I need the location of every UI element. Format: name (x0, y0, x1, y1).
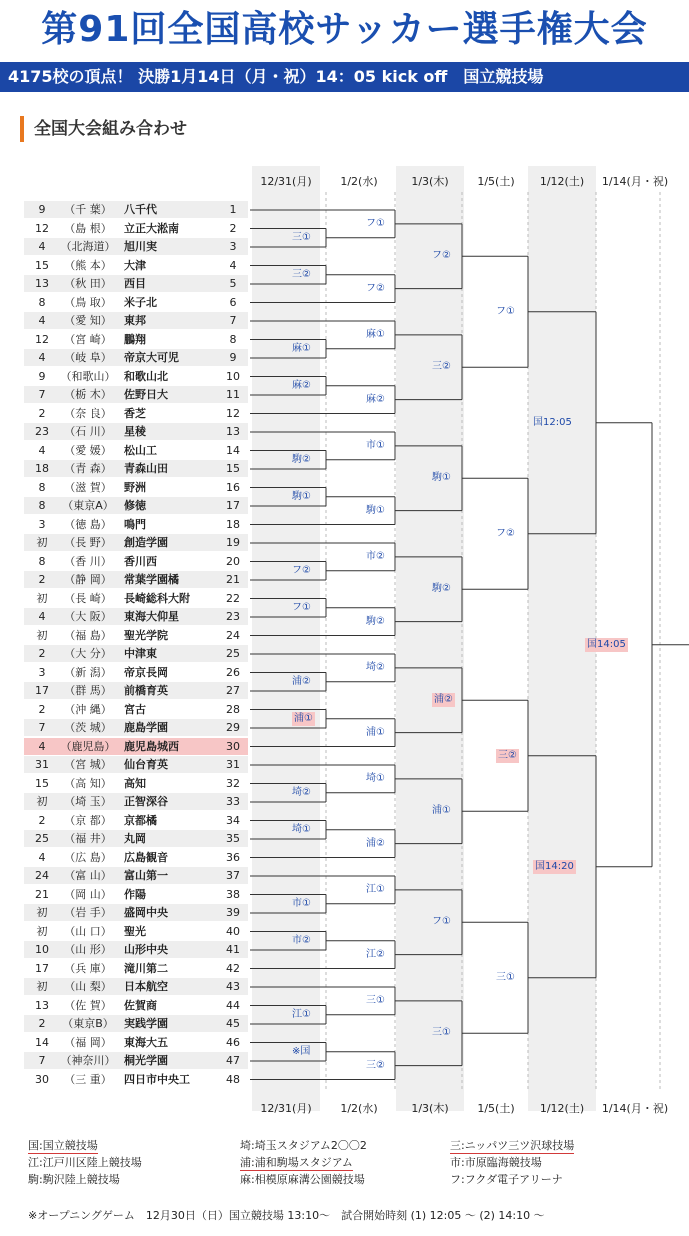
team-appearances: 4 (38, 850, 46, 864)
r2-match-label: 三② (366, 1059, 385, 1071)
team-number: 5 (229, 277, 237, 290)
team-appearances: 31 (35, 758, 49, 771)
team-prefecture: （埼 玉） (64, 795, 112, 808)
r1-match-label: 浦① (294, 712, 313, 724)
r1-match-label: 浦② (292, 675, 311, 687)
team-appearances: 12 (35, 221, 49, 235)
team-school: 青森山田 (124, 462, 168, 475)
team-number: 38 (226, 887, 240, 901)
r2-match-label: 浦② (366, 837, 385, 849)
r3-match-label: フ② (432, 250, 451, 262)
team-school: 東海大仰星 (124, 610, 179, 623)
legend-kokuritsu: 国:国立競技場 (28, 1139, 98, 1152)
team-prefecture: （岩 手） (64, 906, 112, 919)
team-appearances: 4 (38, 314, 46, 327)
team-school: 香川西 (124, 554, 157, 568)
legend-edogawa: 江:江戸川区陸上競技場 (28, 1156, 142, 1169)
team-school: 松山工 (124, 443, 157, 457)
team-school: 盛岡中央 (124, 906, 168, 919)
team-number: 37 (226, 869, 240, 882)
team-school: 佐野日大 (124, 388, 168, 401)
team-prefecture: （静 岡） (64, 573, 112, 586)
team-appearances: 13 (35, 998, 49, 1012)
footnote: ※オープニングゲーム 12月30日（日）国立競技場 13:10～ 試合開始時刻 (1) 12:05 ～ (2) 14:10 ～ (28, 1209, 545, 1222)
team-number: 28 (226, 702, 240, 716)
team-prefecture: （石 川） (64, 425, 112, 438)
team-number: 24 (226, 628, 240, 642)
r1-match-label: フ② (292, 564, 311, 576)
team-number: 11 (226, 388, 240, 401)
team-school: 聖光 (124, 924, 146, 938)
team-prefecture: （三 重） (64, 1072, 112, 1086)
r1-match-label: ※国 (292, 1045, 311, 1057)
team-appearances: 4 (38, 610, 46, 623)
team-number: 42 (226, 961, 240, 975)
team-prefecture: （岐 阜） (64, 351, 112, 364)
team-appearances: 8 (38, 295, 46, 309)
team-school: 丸岡 (124, 832, 146, 845)
team-prefecture: （栃 木） (64, 388, 112, 401)
r2-match-label: 駒② (366, 615, 385, 627)
team-prefecture: （沖 縄） (64, 702, 112, 716)
team-school: 前橋育英 (124, 684, 168, 697)
team-prefecture: （鳥 取） (64, 295, 112, 309)
legend-urawa: 浦:浦和駒場スタジアム (240, 1156, 353, 1169)
r3-match-label: フ① (432, 916, 451, 928)
team-appearances: 8 (38, 499, 46, 512)
r1-match-label: 江① (292, 1008, 311, 1020)
team-appearances: 15 (35, 258, 49, 272)
team-number: 2 (229, 221, 237, 235)
team-school: 立正大淞南 (124, 221, 179, 235)
r3-match-label: 駒② (432, 583, 451, 595)
r1-match-label: 埼② (292, 786, 311, 798)
team-appearances: 3 (38, 665, 46, 679)
r1-match-label: 市② (292, 934, 311, 946)
team-prefecture: （東京B） (62, 1017, 114, 1030)
team-number: 23 (226, 610, 240, 623)
team-appearances: 9 (38, 369, 46, 383)
team-appearances: 9 (38, 203, 46, 216)
team-prefecture: （高 知） (64, 776, 112, 790)
team-appearances: 4 (38, 739, 46, 753)
team-appearances: 4 (38, 240, 46, 253)
team-number: 8 (229, 332, 237, 346)
team-school: 作陽 (124, 887, 146, 901)
team-prefecture: （熊 本） (64, 258, 112, 272)
team-prefecture: （青 森） (64, 462, 112, 475)
team-prefecture: （愛 知） (64, 314, 112, 327)
team-number: 30 (226, 739, 240, 753)
team-appearances: 初 (36, 628, 48, 642)
team-appearances: 21 (35, 887, 49, 901)
team-appearances: 初 (36, 906, 48, 919)
team-school: 仙台育英 (124, 758, 168, 771)
team-school: 滝川第二 (124, 961, 168, 975)
date-header-1-3: 1/3(木) (411, 175, 449, 188)
team-number: 12 (226, 406, 240, 420)
date-footer-1-14: 1/14(月・祝) (601, 1102, 669, 1115)
date-header-12-31: 12/31(月) (260, 175, 312, 188)
r1-match-label: 麻① (292, 342, 311, 354)
r2-match-label: 市① (366, 439, 385, 451)
r2-match-label: 江① (366, 883, 385, 895)
sf-match-label: 国14:20 (535, 860, 574, 872)
team-prefecture: （新 潟） (64, 665, 112, 679)
section-title: 全国大会組み合わせ (20, 116, 187, 142)
team-school: 実践学園 (124, 1017, 168, 1030)
final-match-label: 国14:05 (587, 638, 626, 650)
team-prefecture: （山 口） (64, 924, 112, 938)
r3-match-label: 浦② (434, 694, 453, 706)
team-school: 長崎総科大附 (124, 591, 190, 605)
team-number: 15 (226, 462, 240, 475)
team-appearances: 7 (38, 388, 46, 401)
team-appearances: 8 (38, 480, 46, 494)
legend-fukuda: フ:フクダ電子アリーナ (450, 1173, 563, 1186)
team-school: 東海大五 (124, 1035, 168, 1049)
team-number: 48 (226, 1072, 240, 1086)
team-prefecture: （山 梨） (64, 980, 112, 993)
team-number: 36 (226, 850, 240, 864)
legend-ichihara: 市:市原臨海競技場 (450, 1156, 542, 1169)
r3-match-label: 三① (432, 1027, 451, 1039)
team-number: 9 (229, 351, 237, 364)
date-footer-1-2: 1/2(水) (340, 1102, 378, 1115)
team-school: 常葉学園橘 (124, 573, 179, 586)
date-header-1-2: 1/2(水) (340, 175, 378, 188)
team-school: 修徳 (124, 499, 146, 512)
team-prefecture: （広 島） (64, 850, 112, 864)
r2-match-label: 麻① (366, 328, 385, 340)
team-school: 帝京長岡 (124, 665, 168, 679)
r1-match-label: 麻② (292, 379, 311, 391)
team-school: 桐光学園 (124, 1054, 168, 1067)
team-number: 18 (226, 517, 240, 531)
qf-match-label: 三② (498, 749, 517, 761)
team-appearances: 2 (38, 702, 46, 716)
team-school: 宮古 (124, 702, 146, 716)
team-appearances: 初 (36, 980, 48, 993)
team-number: 17 (226, 499, 240, 512)
team-number: 35 (226, 832, 240, 845)
r1-match-label: 埼① (292, 823, 311, 835)
team-number: 25 (226, 647, 240, 660)
legend-mitsuzawa: 三:ニッパツ三ツ沢球技場 (450, 1139, 575, 1152)
team-prefecture: （神奈川） (60, 1054, 116, 1067)
page-title: 第91回全国高校サッカー選手権大会 (41, 9, 648, 50)
r1-match-label: 市① (292, 897, 311, 909)
r1-match-label: 三① (292, 231, 311, 243)
team-prefecture: （宮 崎） (64, 332, 112, 346)
team-school: 佐賀商 (124, 998, 157, 1012)
team-appearances: 2 (38, 647, 46, 660)
team-appearances: 12 (35, 332, 49, 346)
team-number: 14 (226, 443, 240, 457)
legend-asamizo: 麻:相模原麻溝公園競技場 (240, 1173, 365, 1186)
team-appearances: 13 (35, 277, 49, 290)
team-school: 星稜 (124, 425, 146, 438)
team-appearances: 4 (38, 351, 46, 364)
r3-match-label: 駒① (432, 472, 451, 484)
team-school: 和歌山北 (124, 369, 168, 383)
team-appearances: 10 (35, 943, 49, 956)
r2-match-label: 麻② (366, 393, 385, 405)
team-number: 41 (226, 943, 240, 956)
team-number: 10 (226, 369, 240, 383)
team-appearances: 17 (35, 684, 49, 697)
team-appearances: 3 (38, 517, 46, 531)
team-appearances: 初 (36, 795, 48, 808)
team-prefecture: （群 馬） (64, 684, 112, 697)
team-appearances: 24 (35, 869, 49, 882)
team-number: 33 (226, 795, 240, 808)
team-number: 6 (229, 295, 237, 309)
team-school: 香芝 (124, 406, 146, 420)
team-appearances: 初 (36, 924, 48, 938)
team-school: 西目 (124, 277, 146, 290)
team-school: 広島観音 (124, 850, 168, 864)
team-prefecture: （佐 賀） (64, 998, 112, 1012)
date-footer-1-3: 1/3(木) (411, 1102, 449, 1115)
team-prefecture: （島 根） (64, 221, 112, 235)
r2-match-label: 江② (366, 948, 385, 960)
team-school: 富山第一 (124, 869, 168, 882)
team-prefecture: （茨 城） (64, 721, 112, 734)
r3-match-label: 浦① (432, 805, 451, 817)
team-number: 22 (226, 591, 240, 605)
r2-match-label: フ② (366, 282, 385, 294)
team-school: 高知 (124, 776, 146, 790)
team-prefecture: （宮 城） (64, 758, 112, 771)
team-prefecture: （兵 庫） (64, 961, 112, 975)
r3-match-label: 三② (432, 361, 451, 373)
r2-match-label: 市② (366, 550, 385, 562)
team-prefecture: （和歌山） (60, 369, 116, 383)
team-prefecture: （長 崎） (64, 591, 112, 605)
team-number: 45 (226, 1017, 240, 1030)
sf-match-label: 国12:05 (533, 416, 572, 428)
team-prefecture: （奈 良） (64, 406, 112, 420)
team-appearances: 30 (35, 1072, 49, 1086)
team-appearances: 7 (38, 721, 46, 734)
r2-match-label: 三① (366, 994, 385, 1006)
team-prefecture: （秋 田） (64, 277, 112, 290)
team-prefecture: （山 形） (64, 943, 112, 956)
team-prefecture: （福 井） (64, 832, 112, 845)
team-appearances: 初 (36, 591, 48, 605)
team-appearances: 2 (38, 573, 46, 586)
team-prefecture: （滋 賀） (64, 480, 112, 494)
team-prefecture: （大 阪） (64, 610, 112, 623)
team-number: 3 (229, 240, 237, 253)
r2-match-label: フ① (366, 217, 385, 229)
team-prefecture: （福 岡） (64, 1035, 112, 1049)
team-school: 野洲 (124, 480, 146, 494)
team-school: 創造学園 (124, 536, 168, 549)
team-school: 旭川実 (124, 240, 157, 253)
team-school: 東邦 (124, 314, 146, 327)
team-prefecture: （福 島） (64, 628, 112, 642)
qf-match-label: 三① (496, 971, 515, 983)
team-appearances: 15 (35, 776, 49, 790)
team-appearances: 4 (38, 443, 46, 457)
team-number: 31 (226, 758, 240, 771)
team-school: 鳴門 (124, 517, 146, 531)
team-number: 21 (226, 573, 240, 586)
team-prefecture: （愛 媛） (64, 443, 112, 457)
team-prefecture: （鹿児島） (60, 739, 116, 753)
qf-match-label: フ② (496, 527, 515, 539)
team-school: 米子北 (124, 295, 157, 309)
team-number: 40 (226, 924, 240, 938)
r1-match-label: 駒② (292, 453, 311, 465)
team-number: 19 (226, 536, 240, 549)
team-school: 聖光学院 (124, 628, 168, 642)
r2-match-label: 埼② (366, 661, 385, 673)
team-prefecture: （岡 山） (64, 887, 112, 901)
team-school: 京都橘 (124, 813, 157, 827)
team-number: 44 (226, 998, 240, 1012)
team-number: 1 (229, 203, 237, 216)
team-school: 鵬翔 (124, 332, 146, 346)
team-number: 47 (226, 1054, 240, 1067)
team-school: 日本航空 (124, 980, 168, 993)
team-number: 4 (229, 258, 237, 272)
team-number: 7 (229, 314, 237, 327)
legend-saitama: 埼:埼玉スタジアム2〇〇2 (240, 1139, 367, 1152)
team-prefecture: （香 川） (64, 554, 112, 568)
team-prefecture: （富 山） (64, 869, 112, 882)
team-appearances: 初 (36, 536, 48, 549)
team-number: 20 (226, 554, 240, 568)
team-number: 13 (226, 425, 240, 438)
date-header-1-14: 1/14(月・祝) (601, 175, 669, 188)
team-number: 39 (226, 906, 240, 919)
team-prefecture: （東京A） (62, 499, 114, 512)
r1-match-label: フ① (292, 601, 311, 613)
team-appearances: 18 (35, 462, 49, 475)
date-footer-12-31: 12/31(月) (260, 1102, 312, 1115)
team-prefecture: （北海道） (60, 240, 116, 253)
team-school: 中津東 (124, 647, 157, 660)
team-school: 大津 (124, 258, 146, 272)
team-prefecture: （京 都） (64, 813, 112, 827)
team-number: 27 (226, 684, 240, 697)
team-prefecture: （徳 島） (64, 517, 112, 531)
team-appearances: 2 (38, 1017, 46, 1030)
date-header-1-12: 1/12(土) (539, 175, 585, 188)
team-appearances: 23 (35, 425, 49, 438)
team-school: 鹿島学園 (124, 721, 168, 734)
r2-match-label: 駒① (366, 504, 385, 516)
team-appearances: 7 (38, 1054, 46, 1067)
team-number: 32 (226, 776, 240, 790)
legend-komazawa: 駒:駒沢陸上競技場 (28, 1173, 120, 1186)
team-school: 鹿児島城西 (124, 739, 179, 753)
team-prefecture: （長 野） (64, 536, 112, 549)
r1-match-label: 三② (292, 268, 311, 280)
date-header-1-5: 1/5(土) (477, 175, 515, 188)
team-appearances: 2 (38, 813, 46, 827)
date-footer-1-5: 1/5(土) (477, 1102, 515, 1115)
team-appearances: 14 (35, 1035, 49, 1049)
r2-match-label: 埼① (366, 772, 385, 784)
team-prefecture: （大 分） (64, 647, 112, 660)
venue-legend (28, 1137, 628, 1187)
team-school: 山形中央 (124, 943, 168, 956)
r1-match-label: 駒① (292, 490, 311, 502)
team-appearances: 17 (35, 961, 49, 975)
team-school: 四日市中央工 (124, 1072, 190, 1086)
team-school: 八千代 (124, 203, 157, 216)
team-number: 26 (226, 665, 240, 679)
team-number: 43 (226, 980, 240, 993)
team-school: 帝京大可児 (124, 351, 179, 364)
team-number: 29 (226, 721, 240, 734)
team-appearances: 8 (38, 554, 46, 568)
final-info-banner: 4175校の頂点！ 決勝1月14日（月・祝）14：05 kick off 国立競技場 (0, 62, 689, 92)
team-appearances: 2 (38, 406, 46, 420)
team-number: 34 (226, 813, 240, 827)
team-number: 16 (226, 480, 240, 494)
qf-match-label: フ① (496, 305, 515, 317)
r2-match-label: 浦① (366, 726, 385, 738)
team-appearances: 25 (35, 832, 49, 845)
team-school: 正智深谷 (124, 795, 168, 808)
date-footer-1-12: 1/12(土) (539, 1102, 585, 1115)
team-number: 46 (226, 1035, 240, 1049)
team-prefecture: （千 葉） (64, 203, 112, 216)
